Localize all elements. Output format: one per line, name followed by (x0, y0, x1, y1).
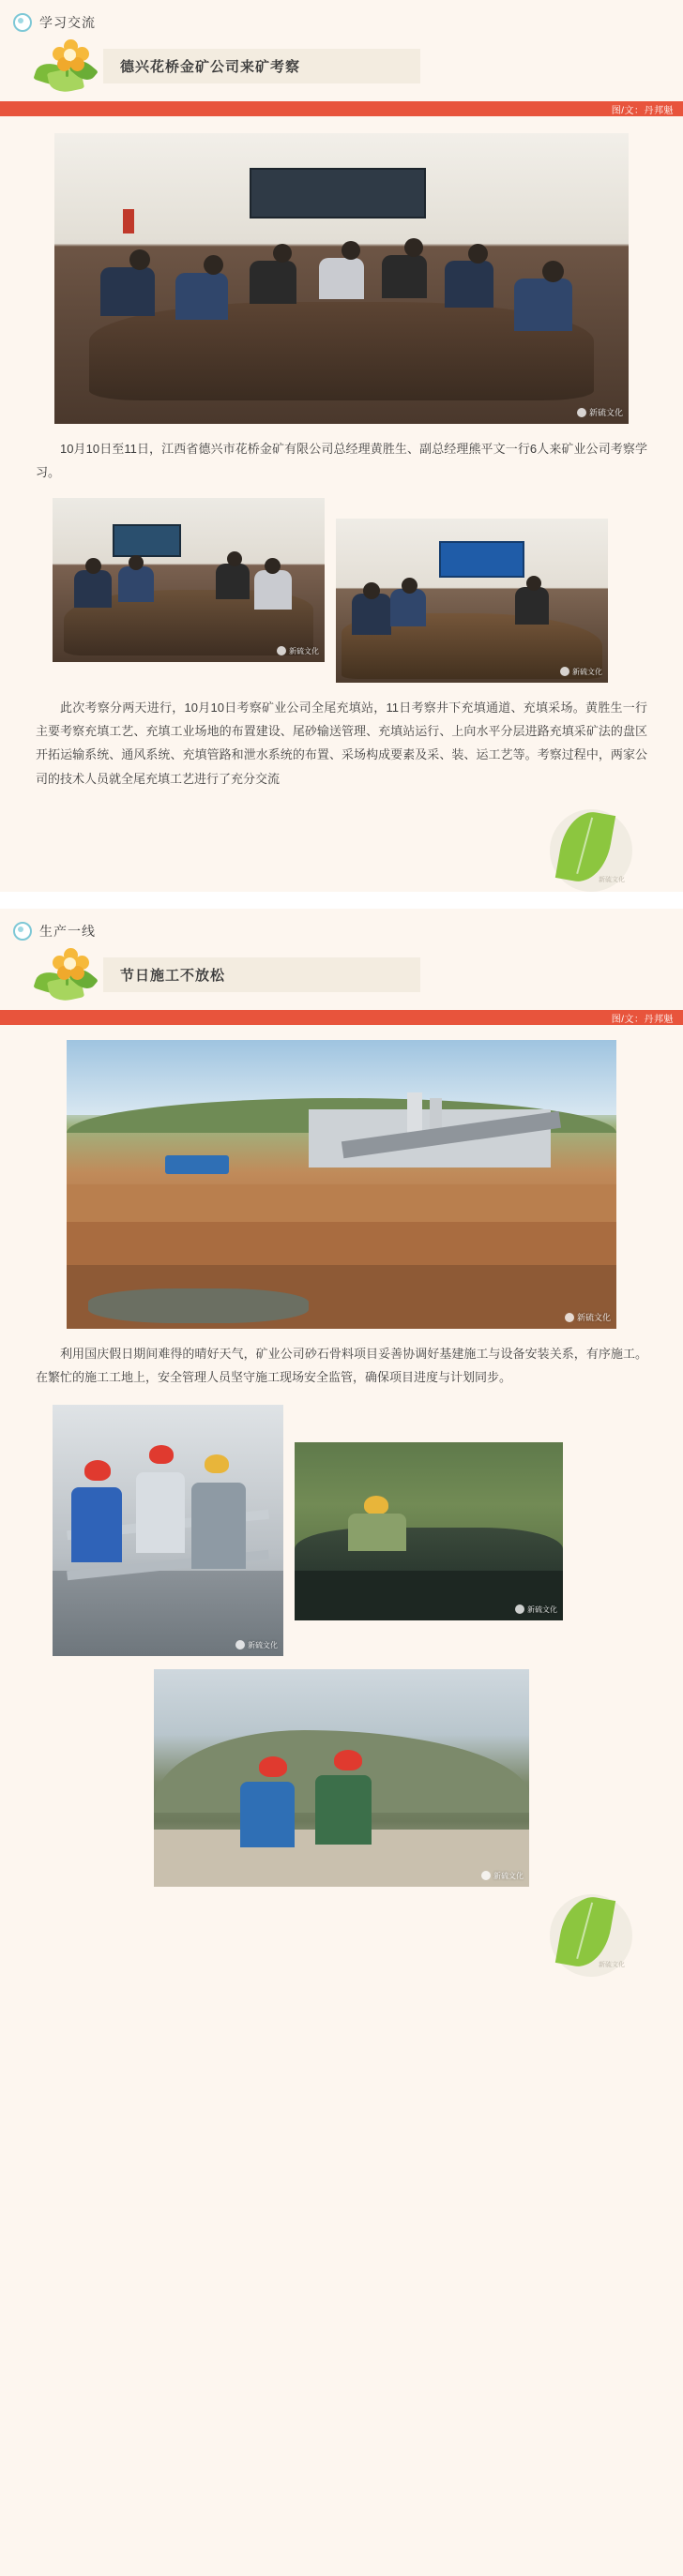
section-kicker: 学习交流 (39, 15, 96, 30)
photo-watermark: 新硫文化 (235, 1640, 278, 1650)
flower-icon (34, 944, 103, 1002)
article-title: 德兴花桥金矿公司来矿考察 (120, 59, 301, 75)
title-band-production (0, 944, 683, 1002)
meeting-room-right-photo (336, 519, 608, 683)
leaf-decoration-2: 新硫文化 (15, 1887, 668, 1977)
worker-on-conveyor-photo (295, 1442, 563, 1620)
credit-text: 图/文：丹邦魁 (611, 1014, 674, 1025)
photo-watermark: 新硫文化 (277, 646, 319, 656)
photo-pair-row (53, 498, 630, 683)
flower-icon (34, 36, 103, 94)
paragraph-2: 此次考察分两天进行，10月10日考察矿业公司全尾充填站，11日考察井下充填通道、充填采场。黄胜生一行主要考察充填工艺、充填工业场地的布置建设、尾砂输送管理、充填站运行、上向水平分层进路充填采矿法的盘区开拓运输系统、通风系统、充填管路和泄水系统的布置、采场构成要素及采、装、运工艺等。考察过程中，两家公司的技术人员就全尾充填工艺进行了充分交流 (36, 700, 647, 786)
leaf-decoration-1: 新硫文化 (15, 802, 668, 892)
photo-watermark: 新硫文化 (481, 1871, 524, 1881)
meeting-room-left-photo (53, 498, 325, 662)
photo-grid-row (53, 1405, 630, 1656)
section-kicker: 生产一线 (39, 924, 96, 940)
chat-bubble-icon (13, 13, 32, 32)
title-band-study (0, 36, 683, 94)
photo-watermark: 新硫文化 (577, 406, 623, 418)
article-title-plate (103, 49, 420, 83)
page-tail-space (15, 1977, 668, 2033)
section-body-production (0, 1040, 683, 2033)
article-title-plate (103, 957, 420, 992)
paragraph-3: 利用国庆假日期间难得的晴好天气，矿业公司砂石骨料项目妥善协调好基建施工与设备安装关系，有序施工。在繁忙的施工工地上，安全管理人员坚守施工现场安全监管，确保项目进度与计划同步。 (36, 1347, 647, 1385)
mining-site-panorama-photo (67, 1040, 616, 1329)
credit-bar-study (0, 101, 683, 116)
section-header-study (0, 0, 683, 32)
section-header-production (0, 909, 683, 941)
paragraph-1: 10月10日至11日，江西省德兴市花桥金矿有限公司总经理黄胜生、副总经理熊平文一行6人来矿业公司考察学习。 (36, 442, 647, 480)
article-title: 节日施工不放松 (120, 968, 226, 985)
credit-bar-production (0, 1010, 683, 1025)
meeting-room-main-photo (54, 133, 629, 424)
section-body-study (0, 133, 683, 892)
workers-indoor-installation-photo (53, 1405, 283, 1656)
photo-watermark: 新硫文化 (560, 667, 602, 677)
credit-text: 图/文：丹邦魁 (611, 105, 674, 116)
two-workers-mountain-photo (154, 1669, 529, 1887)
section-divider (0, 892, 683, 909)
chat-bubble-icon (13, 922, 32, 941)
photo-watermark: 新硫文化 (565, 1311, 611, 1323)
photo-watermark: 新硫文化 (515, 1604, 557, 1615)
